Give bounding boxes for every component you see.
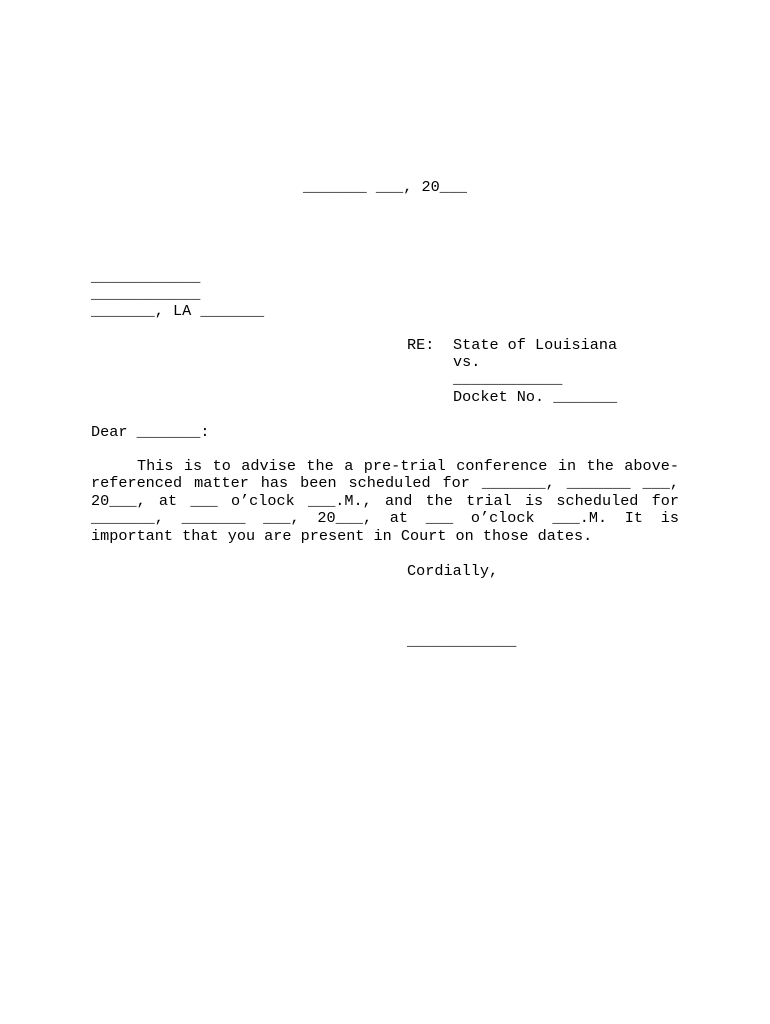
re-label: RE: <box>407 336 435 354</box>
body-paragraph <box>91 458 679 545</box>
date-line: _______ ___, 20___ <box>302 178 468 196</box>
re-case-party: State of Louisiana <box>453 336 618 354</box>
re-docket-number: Docket No. _______ <box>453 388 618 406</box>
recipient-street-line: ____________ <box>91 285 201 303</box>
recipient-city-line: _______, LA _______ <box>91 302 265 320</box>
recipient-name-line: ____________ <box>91 268 201 286</box>
salutation: Dear _______: <box>91 423 210 441</box>
re-defendant-line: ____________ <box>453 370 563 388</box>
body-text: This is to advise the a pre-trial conference in the above-referenced matter has been scheduled for _______, _______ ___, 20___, at ___ o’clock ___.M., and the trial is scheduled for _______, _______ ___, 20___, at ___ o’clock ___.M. It is important that you are present in Court on those dates. <box>91 457 679 545</box>
signature-line: ____________ <box>407 632 517 650</box>
re-versus: vs. <box>453 353 481 371</box>
closing: Cordially, <box>407 562 499 580</box>
